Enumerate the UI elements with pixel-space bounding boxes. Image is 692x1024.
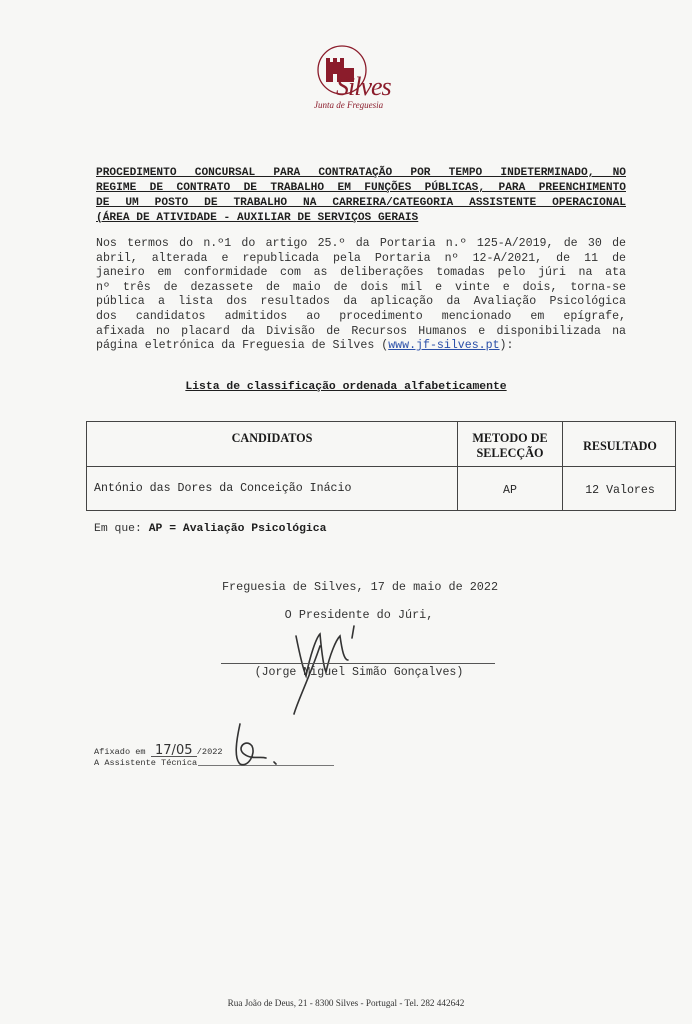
list-title: Lista de classificação ordenada alfabeticamente bbox=[185, 381, 507, 393]
assistant-signature-icon bbox=[226, 718, 286, 772]
place-date: Freguesia de Silves, 17 de maio de 2022 bbox=[221, 580, 499, 594]
silves-logo bbox=[300, 42, 410, 114]
header-method-line2: SELECÇÃO bbox=[476, 446, 544, 460]
legend-term: AP = Avaliação Psicológica bbox=[148, 523, 327, 535]
body-line: dos candidatos admitidos ao procedimento mencionado em epígrafe, bbox=[96, 309, 626, 323]
posted-date-row bbox=[94, 745, 223, 758]
legend-prefix: Em que: bbox=[94, 523, 142, 535]
header-candidates: CANDIDATOS bbox=[231, 431, 313, 445]
body-line: janeiro em conformidade com as deliberações tomadas pelo júri na ata bbox=[96, 266, 626, 280]
logo-subtitle: Junta de Freguesia bbox=[314, 100, 384, 110]
signer-name: (Jorge Miguel Simão Gonçalves) bbox=[254, 666, 464, 679]
body-line: Nos termos do n.º1 do artigo 25.º da Portaria n.º 125-A/2019, de 30 de bbox=[96, 237, 626, 250]
body-last-prefix: página eletrónica da Freguesia de Silves ( bbox=[96, 339, 389, 353]
heading-line: (ÁREA DE ATIVIDADE - AUXILIAR DE SERVIÇOS GERAIS bbox=[96, 212, 419, 224]
website-link[interactable]: www.jf-silves.pt bbox=[388, 339, 500, 353]
cell-candidate: António das Dores da Conceição Inácio bbox=[94, 482, 352, 495]
heading-line: PROCEDIMENTO CONCURSAL PARA CONTRATAÇÃO POR TEMPO INDETERMINADO, NO bbox=[96, 167, 626, 179]
logo-name: Silves bbox=[336, 72, 391, 101]
posted-day-month: 17/05 bbox=[151, 745, 197, 757]
cell-result: 12 Valores bbox=[585, 484, 655, 497]
results-table bbox=[86, 421, 676, 511]
heading-line: REGIME DE CONTRATO DE TRABALHO EM FUNÇÕES PÚBLICAS, PARA PREENCHIMENTO bbox=[96, 182, 626, 194]
document-heading bbox=[96, 166, 626, 226]
body-line: nº três de dezassete de maio de dois mil e vinte e dois, torna-se bbox=[96, 280, 626, 294]
posted-role: A Assistente Técnica bbox=[94, 758, 198, 768]
header-result: RESULTADO bbox=[583, 439, 657, 453]
body-line: pública a lista dos resultados da aplicação da Avaliação Psicológica bbox=[96, 295, 626, 309]
footer-address: Rua João de Deus, 21 - 8300 Silves - Portugal - Tel. 282 442642 bbox=[227, 998, 465, 1008]
cell-method: AP bbox=[503, 484, 517, 497]
body-last-line bbox=[96, 339, 626, 354]
body-last-suffix: ): bbox=[499, 339, 514, 353]
header-method-line1: METODO DE bbox=[472, 431, 548, 445]
posted-year: /2022 bbox=[196, 747, 223, 757]
signer-role: O Presidente do Júri, bbox=[284, 608, 434, 622]
table-divider bbox=[87, 466, 675, 467]
body-line: abril, alterada e republicada pela Portaria nº 12-A/2021, de 11 de bbox=[96, 251, 626, 265]
legend bbox=[94, 523, 326, 535]
signature-line bbox=[221, 663, 495, 664]
body-paragraph bbox=[96, 237, 626, 354]
header-method bbox=[458, 431, 562, 461]
posted-label: Afixado em bbox=[94, 747, 146, 757]
body-line: afixada no placard da Divisão de Recursos Humanos e disponibilizada na bbox=[96, 324, 626, 338]
heading-line: DE UM POSTO DE TRABALHO NA CARREIRA/CATEGORIA ASSISTENTE OPERACIONAL bbox=[96, 197, 626, 209]
